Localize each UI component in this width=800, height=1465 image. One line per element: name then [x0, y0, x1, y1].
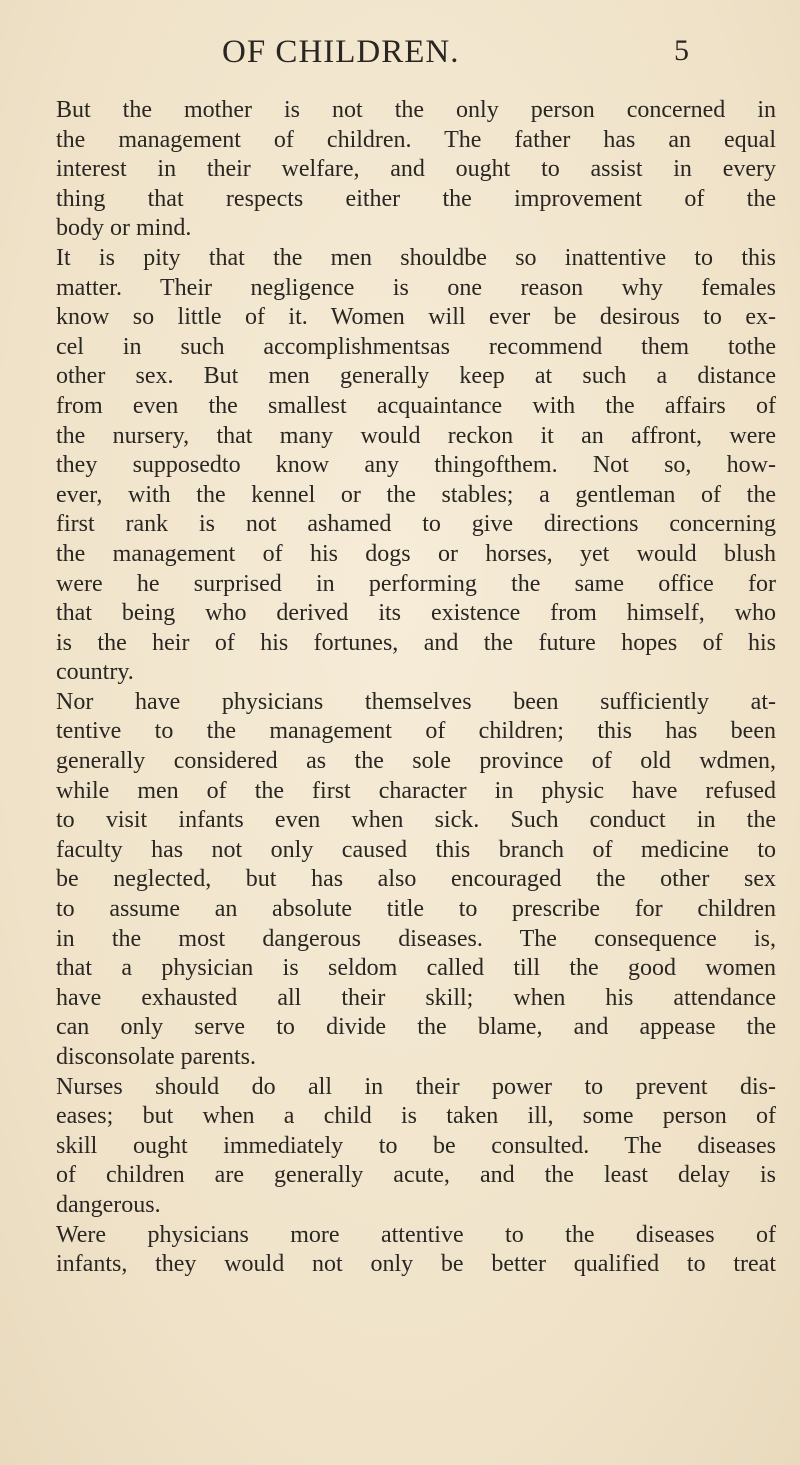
text-line: Were physicians more attentive to the diseases of	[56, 1221, 776, 1248]
text-line: ever, with the kennel or the stables; a gentleman of the	[56, 481, 776, 508]
running-header	[0, 34, 800, 74]
text-line: while men of the first character in physic have refused	[56, 777, 776, 804]
text-line: other sex. But men generally keep at such a distance	[56, 363, 776, 390]
text-line: from even the smallest acquaintance with the affairs of	[56, 392, 776, 419]
text-line: were he surprised in performing the same office for	[56, 570, 776, 597]
text-line: of children are generally acute, and the least delay is	[56, 1162, 776, 1189]
text-line: to visit infants even when sick. Such conduct in the	[56, 807, 776, 834]
text-line: disconsolate parents.	[56, 1044, 256, 1070]
running-title: OF CHILDREN.	[222, 34, 460, 70]
text-line: have exhausted all their skill; when his attendance	[56, 984, 776, 1011]
text-line: faculty has not only caused this branch of medicine to	[56, 836, 776, 863]
text-line: skill ought immediately to be consulted. The diseases	[56, 1132, 776, 1159]
text-line: that being who derived its existence from himself, who	[56, 600, 776, 627]
text-line: tentive to the management of children; this has been	[56, 718, 776, 745]
text-line: dangerous.	[56, 1191, 161, 1218]
text-line: infants, they would not only be better qualified to treat	[56, 1251, 776, 1278]
text-line: first rank is not ashamed to give directions concerning	[56, 511, 776, 538]
text-line: know so little of it. Women will ever be desirous to ex-	[56, 304, 776, 331]
text-line: the nursery, that many would reckon it an affront, were	[56, 422, 776, 449]
body-text	[56, 96, 776, 1280]
text-line: that a physician is seldom called till the good women	[56, 955, 776, 982]
text-line: country.	[56, 659, 134, 686]
text-line: can only serve to divide the blame, and appease the	[56, 1014, 776, 1041]
text-line: Nurses should do all in their power to prevent dis-	[56, 1073, 776, 1100]
text-line: body or mind.	[56, 215, 192, 242]
page-number: 5	[674, 34, 689, 67]
text-line: eases; but when a child is taken ill, some person of	[56, 1103, 776, 1130]
text-line: interest in their welfare, and ought to assist in every	[56, 156, 776, 183]
text-line: generally considered as the sole province of old wdmen,	[56, 748, 776, 775]
text-line: Nor have physicians themselves been sufficiently at-	[56, 688, 776, 715]
text-line: It is pity that the men shouldbe so inattentive to this	[56, 244, 776, 271]
text-line: But the mother is not the only person concerned in	[56, 97, 776, 123]
text-line: matter. Their negligence is one reason why females	[56, 274, 776, 301]
text-line: the management of children. The father has an equal	[56, 126, 776, 153]
text-line: in the most dangerous diseases. The consequence is,	[56, 925, 776, 952]
text-line: they supposedto know any thingofthem. Not so, how-	[56, 452, 776, 479]
text-line: is the heir of his fortunes, and the future hopes of his	[56, 629, 776, 656]
text-line: to assume an absolute title to prescribe for children	[56, 896, 776, 923]
text-line: cel in such accomplishmentsas recommend them tothe	[56, 333, 776, 360]
text-line: be neglected, but has also encouraged the other sex	[56, 866, 776, 893]
text-line: thing that respects either the improvement of the	[56, 185, 776, 212]
text-line: the management of his dogs or horses, yet would blush	[56, 540, 776, 567]
